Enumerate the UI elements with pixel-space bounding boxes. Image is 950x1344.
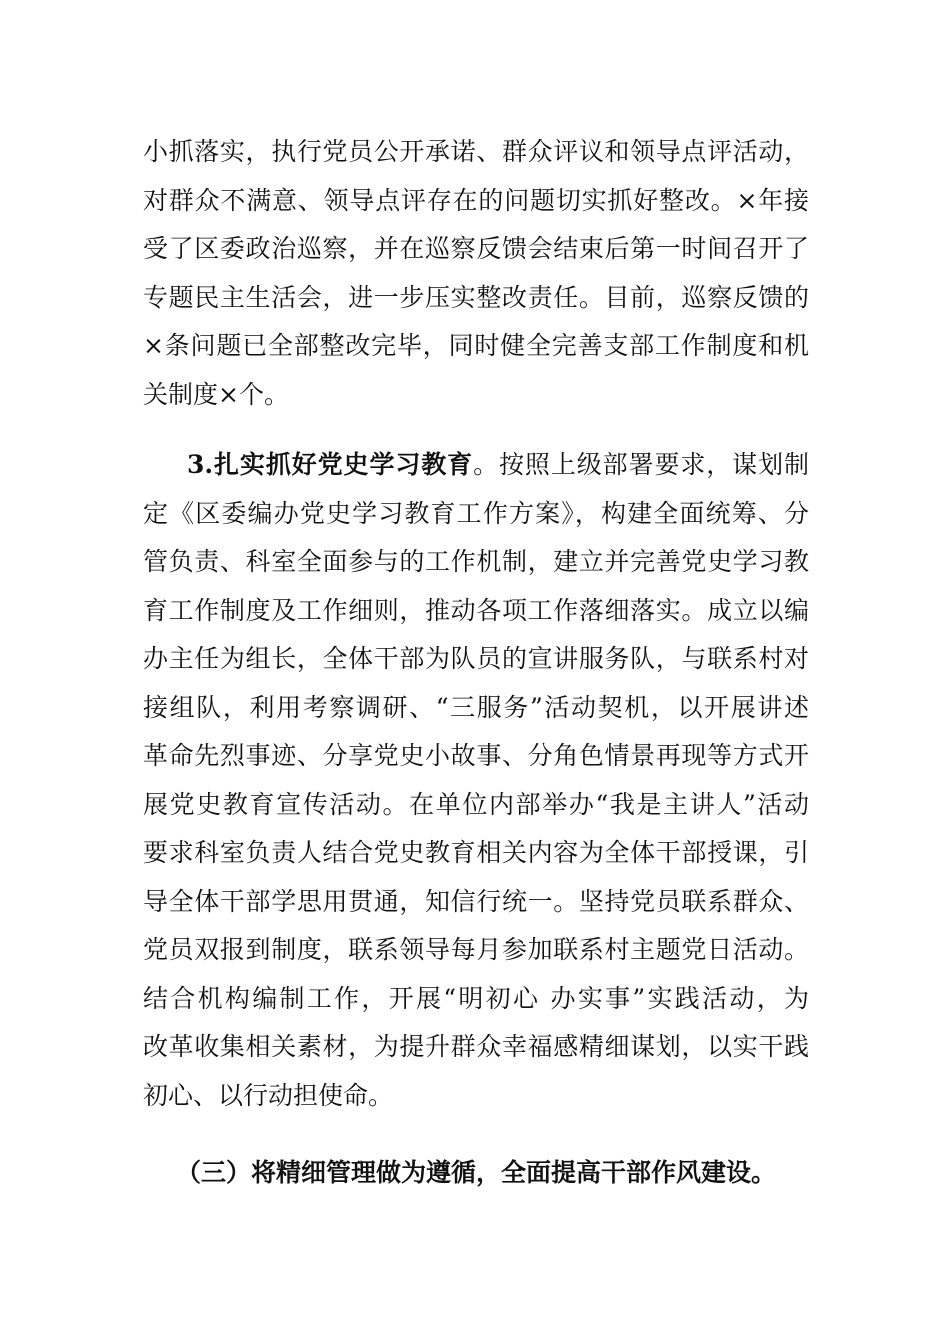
text-line: 接组队，利用考察调研、“三服务”活动契机，以开展讲述 xyxy=(143,692,809,722)
text-line: 关制度×个。 xyxy=(143,379,289,409)
text-line: 导全体干部学思用贯通，知信行统一。坚持党员联系群众、 xyxy=(143,886,809,916)
paragraph-party-history-education xyxy=(143,441,809,1120)
paragraph-rectification xyxy=(143,128,809,419)
text-line: 展党史教育宣传活动。在单位内部举办“我是主讲人”活动 xyxy=(143,789,809,819)
text-line: ×条问题已全部整改完毕，同时健全完善支部工作制度和机 xyxy=(143,331,809,360)
section-heading: （三）将精细管理做为遵循，全面提高干部作风建设。 xyxy=(175,1158,776,1187)
text-line: 党员双报到制度，联系领导每月参加联系村主题党日活动。 xyxy=(143,935,809,964)
text-line: 管负责、科室全面参与的工作机制，建立并完善党史学习教 xyxy=(143,547,809,576)
text-line: 受了区委政治巡察，并在巡察反馈会结束后第一时间召开了 xyxy=(143,234,809,263)
text-line: 初心、以行动担使命。 xyxy=(143,1080,394,1110)
text-line: 对群众不满意、领导点评存在的问题切实抓好整改。×年接 xyxy=(143,185,809,215)
text-line: 改革收集相关素材，为提升群众幸福感精细谋划，以实干践 xyxy=(143,1032,809,1061)
text-line: 结合机构编制工作，开展“明初心 办实事”实践活动，为 xyxy=(143,983,809,1013)
text-line: 办主任为组长，全体干部为队员的宣讲服务队，与联系村对 xyxy=(143,644,809,673)
text-line: 要求科室负责人结合党史教育相关内容为全体干部授课，引 xyxy=(143,838,809,867)
text-line-first xyxy=(143,441,809,490)
item-title: 3.扎实抓好党史学习教育 xyxy=(187,450,474,479)
text-line: 革命先烈事迹、分享党史小故事、分角色情景再现等方式开 xyxy=(143,741,809,770)
item-title-continuation: 。按照上级部署要求，谋划制 xyxy=(473,450,809,479)
text-line: 育工作制度及工作细则，推动各项工作落细落实。成立以编 xyxy=(143,595,809,625)
text-line: 小抓落实，执行党员公开承诺、群众评议和领导点评活动， xyxy=(143,137,809,166)
text-line: 定《区委编办党史学习教育工作方案》，构建全面统筹、分 xyxy=(143,498,809,528)
text-line: 专题民主生活会，进一步压实整改责任。目前，巡察反馈的 xyxy=(143,282,809,312)
